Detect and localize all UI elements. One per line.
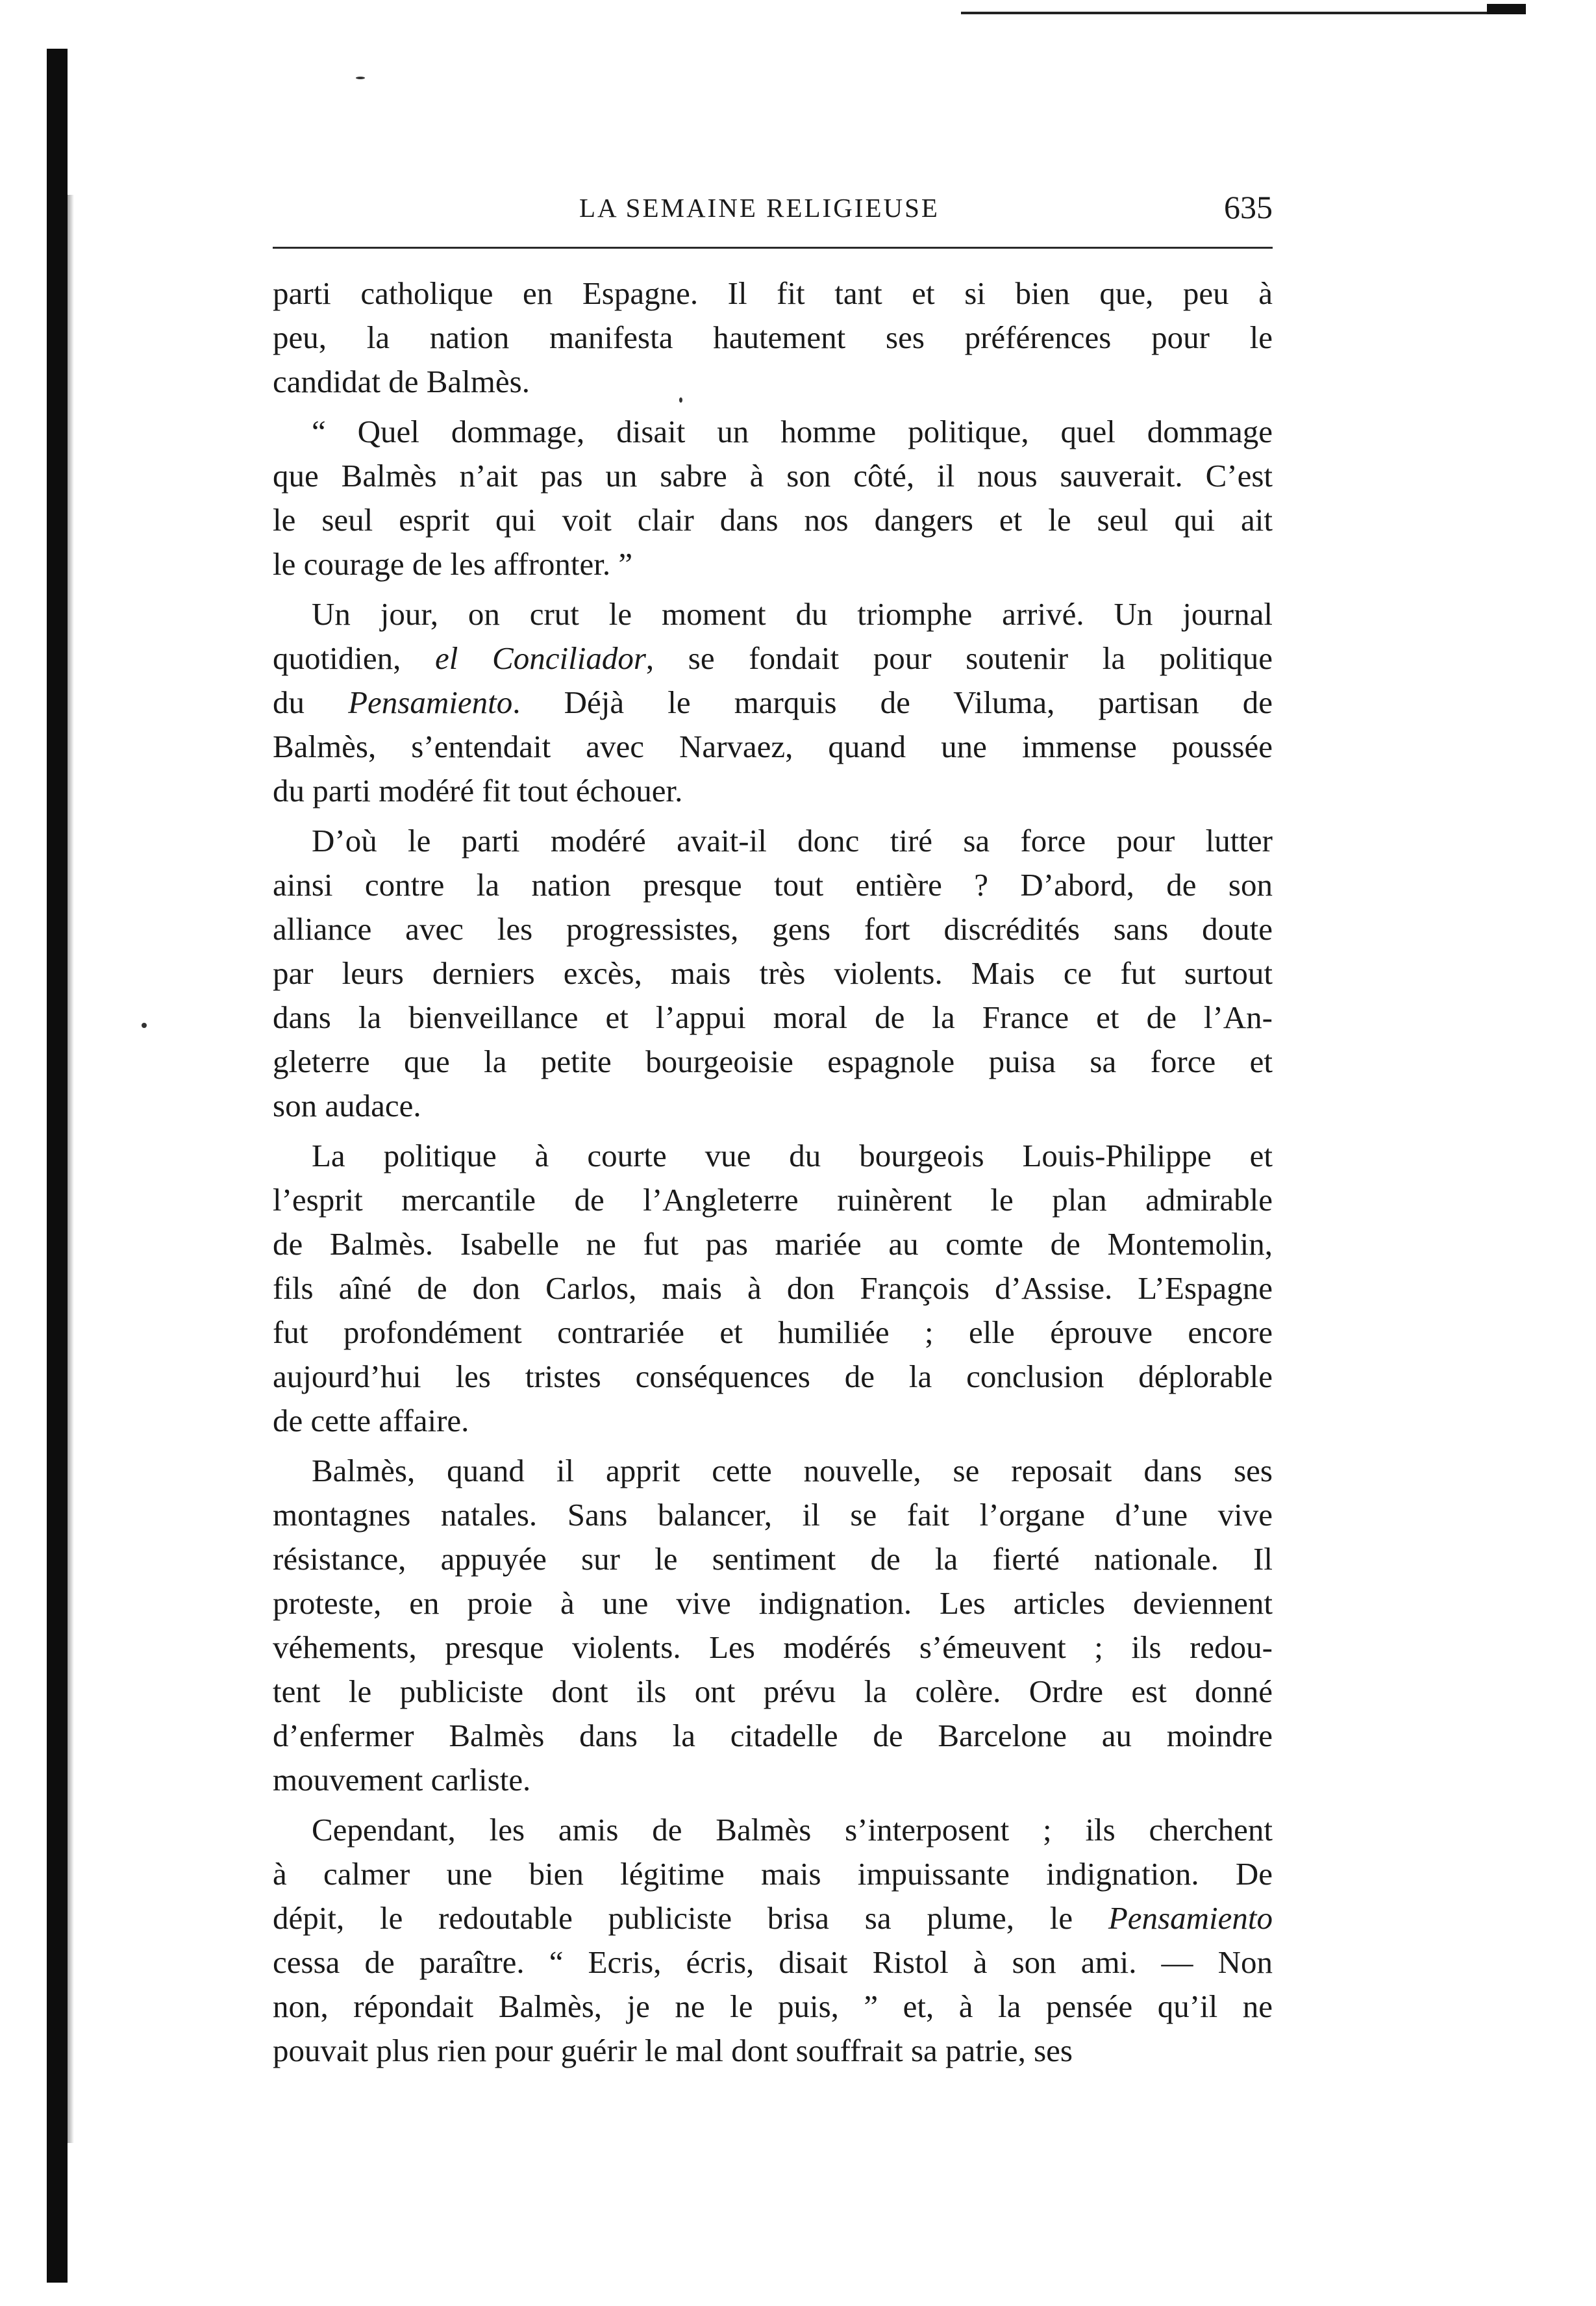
scan-speck [356,77,365,79]
body-text [273,271,1273,2079]
text-line: véhements, presque violents. Les modérés s’émeuvent ; ils redou- [273,1629,1273,1665]
text-line: fut profondément contrariée et humiliée ; elle éprouve encore [273,1314,1273,1350]
text-line: parti catholique en Espagne. Il fit tant et si bien que, peu à [273,275,1273,311]
paragraph [273,410,1273,586]
text-line: de cette affaire. [273,1403,469,1438]
paragraph [273,271,1273,404]
text-line: La politique à courte vue du bourgeois Louis-Philippe et [312,1138,1273,1173]
paragraph [273,819,1273,1128]
text-line: ainsi contre la nation presque tout entière ? D’abord, de son [273,867,1273,903]
text-line: candidat de Balmès. [273,364,530,399]
running-head [273,189,1273,231]
text-line: dépit, le redoutable publiciste brisa sa plume, le Pensamiento [273,1900,1273,1936]
text-line: “ Quel dommage, disait un homme politique, quel dommage [312,414,1273,449]
paragraph [273,592,1273,813]
text-line: le courage de les affronter. ” [273,546,633,582]
text-line: cessa de paraître. “ Ecris, écris, disait Ristol à son ami. — Non [273,1944,1273,1980]
text-line: que Balmès n’ait pas un sabre à son côté, il nous sauverait. C’est [273,458,1273,494]
binding-shadow-edge [47,49,68,2283]
text-line: d’enfermer Balmès dans la citadelle de Barcelone au moindre [273,1718,1273,1753]
page-number: 635 [1224,189,1273,225]
text-line: Balmès, quand il apprit cette nouvelle, se reposait dans ses [312,1453,1273,1488]
text-line: mouvement carliste. [273,1762,531,1798]
text-line: peu, la nation manifesta hautement ses préférences pour le [273,320,1273,355]
text-line: Balmès, s’entendait avec Narvaez, quand une immense poussée [273,729,1273,764]
binding-gradient [68,195,74,2143]
text-line: par leurs derniers excès, mais très violents. Mais ce fut surtout [273,955,1273,991]
scan-artifact-line [961,12,1513,14]
text-line: du parti modéré fit tout échouer. [273,773,683,808]
text-line: à calmer une bien légitime mais impuissante indignation. De [273,1856,1273,1892]
text-line: fils aîné de don Carlos, mais à don François d’Assise. L’Espagne [273,1270,1273,1306]
text-line: le seul esprit qui voit clair dans nos dangers et le seul qui ait [273,502,1273,538]
text-line: tent le publiciste dont ils ont prévu la colère. Ordre est donné [273,1673,1273,1709]
scan-artifact-mark [1487,4,1526,14]
text-line: quotidien, el Conciliador, se fondait pour soutenir la politique [273,640,1273,676]
text-line: l’esprit mercantile de l’Angleterre ruinèrent le plan admirable [273,1182,1273,1218]
text-line: alliance avec les progressistes, gens fort discrédités sans doute [273,911,1273,947]
text-line: dans la bienveillance et l’appui moral de la France et de l’An- [273,999,1273,1035]
header-rule [273,247,1273,249]
text-line: montagnes natales. Sans balancer, il se fait l’organe d’une vive [273,1497,1273,1533]
text-line: du Pensamiento. Déjà le marquis de Viluma, partisan de [273,684,1273,720]
paragraph [273,1808,1273,2073]
paragraph [273,1134,1273,1443]
text-line: de Balmès. Isabelle ne fut pas mariée au comte de Montemolin, [273,1226,1273,1262]
text-line: Un jour, on crut le moment du triomphe arrivé. Un journal [312,596,1273,632]
running-title: LA SEMAINE RELIGIEUSE [579,193,940,223]
text-line: D’où le parti modéré avait-il donc tiré sa force pour lutter [312,823,1273,858]
text-line: gleterre que la petite bourgeoisie espagnole puisa sa force et [273,1044,1273,1079]
text-line: Cependant, les amis de Balmès s’interposent ; ils cherchent [312,1812,1273,1848]
text-line: pouvait plus rien pour guérir le mal dont souffrait sa patrie, ses [273,2033,1073,2068]
scan-speck [142,1023,147,1028]
text-line: son audace. [273,1088,421,1123]
paragraph [273,1449,1273,1802]
text-line: non, répondait Balmès, je ne le puis, ” et, à la pensée qu’il ne [273,1988,1273,2024]
text-line: résistance, appuyée sur le sentiment de la fierté nationale. Il [273,1541,1273,1577]
text-line: aujourd’hui les tristes conséquences de la conclusion déplorable [273,1359,1273,1394]
text-line: proteste, en proie à une vive indignation. Les articles deviennent [273,1585,1273,1621]
